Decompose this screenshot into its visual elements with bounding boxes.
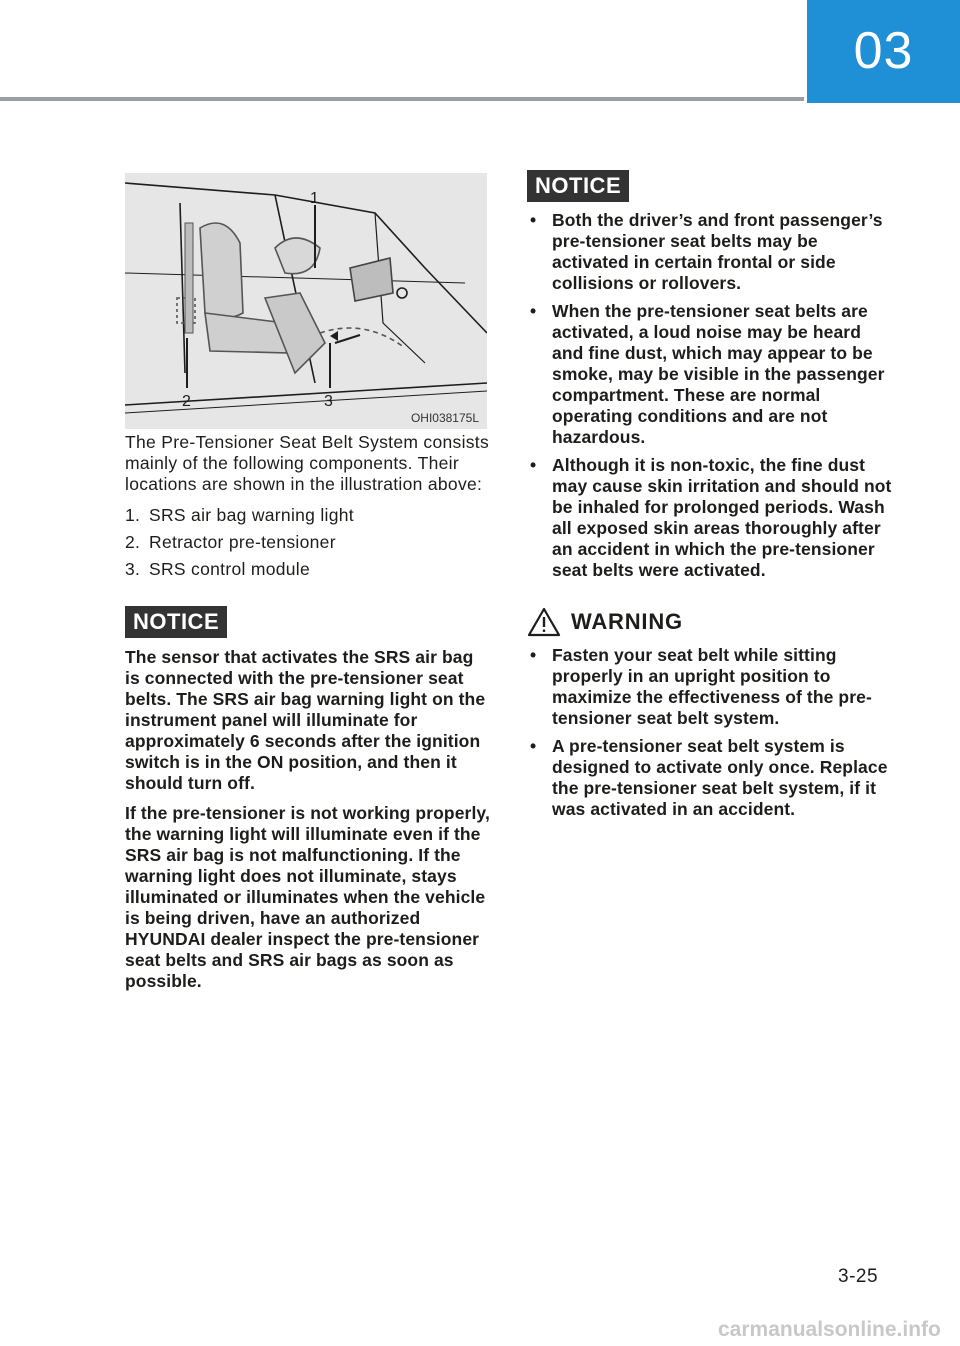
callout-3: 3: [324, 393, 333, 410]
list-item: 2. Retractor pre-tensioner: [125, 532, 336, 552]
header-rule: [0, 97, 804, 101]
figure-code: OHI038175L: [410, 411, 479, 425]
warning-triangle-icon: [527, 607, 561, 637]
warning-bullet-list: [527, 645, 892, 820]
chapter-tab: 03: [807, 0, 960, 103]
notice-paragraph: The sensor that activates the SRS air bag is connected with the pre-tensioner seat belts. The SRS air bag warning light on the instrument panel will illuminate for approximately 6 seconds after the ignition switch is in the ON position, and then it should turn off.: [125, 647, 486, 793]
notice-badge: NOTICE: [125, 606, 227, 638]
callout-2: 2: [182, 393, 191, 410]
list-item: • Although it is non-toxic, the fine dust may cause skin irritation and should not be inhaled for prolonged periods. Wash all exposed skin areas thoroughly after an accident in which the pre-tensioner seat belts were activated.: [530, 455, 892, 580]
notice-paragraph: If the pre-tensioner is not working properly, the warning light will illuminate even if the SRS air bag is not malfunctioning. If the warning light does not illuminate, stays illuminated or illuminates when the vehicle is being driven, have an authorized HYUNDAI dealer inspect the pre-tensioner seat belts and SRS air bags as soon as possible.: [125, 803, 490, 991]
car-interior-drawing: [125, 173, 487, 429]
notice-badge: NOTICE: [527, 170, 629, 202]
list-item: • A pre-tensioner seat belt system is designed to activate only once. Replace the pre-tensioner seat belt system, if it was activated in an accident.: [530, 736, 888, 819]
watermark: carmanualsonline.info: [718, 1318, 941, 1341]
warning-title: WARNING: [571, 609, 683, 634]
list-item: • Both the driver’s and front passenger’s pre-tensioner seat belts may be activated in certain frontal or side collisions or rollovers.: [530, 210, 883, 293]
warning-heading: [527, 607, 892, 637]
list-item: 3. SRS control module: [125, 559, 311, 579]
list-item: • Fasten your seat belt while sitting properly in an upright position to maximize the effectiveness of the pre-tensioner seat belt system.: [530, 645, 872, 728]
page-number: 3-25: [838, 1266, 879, 1287]
right-column: [527, 170, 892, 827]
left-column: [125, 432, 490, 992]
component-list: [125, 505, 490, 580]
notice-bullet-list: [527, 210, 892, 581]
callout-1: 1: [310, 190, 319, 207]
list-item: 1. SRS air bag warning light: [125, 505, 354, 525]
seat-belt-illustration: [125, 173, 487, 429]
list-item: • When the pre-tensioner seat belts are activated, a loud noise may be heard and fine dust, which may appear to be smoke, may be visible in the passenger compartment. These are normal operating conditions and are not hazardous.: [530, 301, 885, 447]
intro-paragraph: The Pre-Tensioner Seat Belt System consists mainly of the following components. Their locations are shown in the illustration above:: [125, 432, 490, 494]
